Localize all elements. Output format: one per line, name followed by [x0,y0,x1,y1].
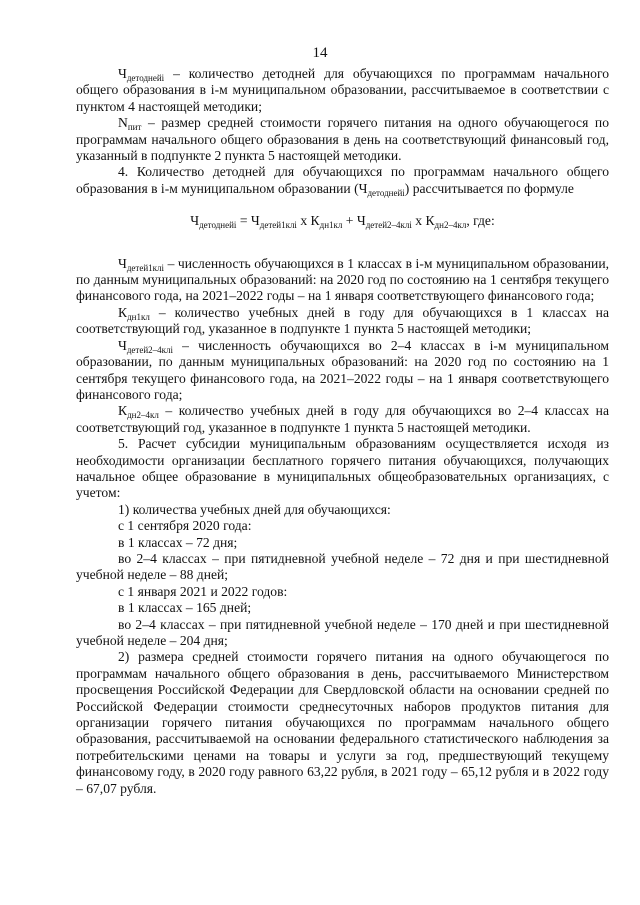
formula-part: x К [411,213,435,229]
formula-part: x К [296,213,320,229]
paragraph-text: 4. Количество детодней для обучающихся по программам начального общего образования в i-м муниципальном образовании ( [76,164,609,196]
formula [76,213,609,229]
formula-subscript: детоднейi [199,220,237,231]
symbol-subscript: дн2–4кл [127,410,159,421]
symbol: Ч [118,337,127,353]
symbol: К [118,304,128,320]
paragraph-text-end: ) рассчитывается по формуле [404,180,574,196]
definition-ch-detey1kl [76,256,609,305]
definition-text: – количество учебных дней в году для обучающихся в 1 классах на соответствующий год, указанное в подпункте 1 пункта 5 настоящей методики; [76,304,609,337]
symbol-subscript: детей2–4клi [126,344,174,355]
definition-text: – размер средней стоимости горячего питания на одного обучающегося по программам начального общего образования в день на соответствующий финансовый год, указанный в подпункте 2 пункта 5 настоящей методики. [76,115,609,164]
list-item-2: 2) размера средней стоимости горячего питания на одного обучающегося по программам начального общего образования в день, рассчитываемого Министерством просвещения Российской Федерации для Свердловской области на основании средней по Российской Федерации стоимости среднесуточных наборов продуктов питания для организации горячего питания обучающихся по программам начального общего образования, рассчитываемой на основании федерального статистического наблюдения за потребительскими ценами на товары и услуги за год, предшествующий текущему финансовому году, в 2020 году равного 63,22 рубля, в 2021 году – 65,12 рубля и в 2022 году – 67,07 рубля. [76,649,609,796]
list-item-1: 1) количества учебных дней для обучающихся: [118,501,391,517]
list-subitem: в 1 классах – 165 дней; [118,600,252,616]
formula-subscript: дн2–4кл [434,220,467,231]
definition-k-dn1kl [76,305,609,338]
formula-part: + Ч [342,213,366,229]
definition-text: – численность обучающихся во 2–4 классах в i-м муниципальном образовании, по данным муниципальных образований: на 2020 год по состоянию на 1 сентября текущего финансового года, на 2021–2022 годы – на 1 января соответствующего финансового года; [76,337,609,402]
list-subitem: с 1 сентября 2020 года: [118,518,252,534]
definition-ch-detodney [76,66,609,115]
section-5-paragraph: 5. Расчет субсидии муниципальным образованиям осуществляется исходя из необходимости организации бесплатного горячего питания обучающихся, получающих начальное общее образование в муниципальных общеобразовательных организациях, с учетом: [76,436,609,501]
section-4-paragraph [76,164,609,197]
list-subitem: во 2–4 классах – при пятидневной учебной неделе – 170 дней и при шестидневной учебной неделе – 204 дня; [76,616,609,648]
symbol-subscript: пит [127,122,142,133]
page-number: 14 [312,45,328,61]
document-body [76,66,609,797]
symbol-subscript: детоднейi [367,187,405,198]
formula-part: Ч [190,213,200,229]
list-subitem: в 1 классах – 72 дня; [118,534,238,550]
definition-k-dn2-4kl [76,403,609,436]
definition-n-pit [76,115,609,164]
formula-subscript: детей2–4клi [365,220,412,231]
symbol-subscript: детоднейi [126,73,165,83]
symbol: Ч [118,255,127,271]
symbol-subscript: детей1клi [126,262,165,273]
formula-subscript: дн1кл [319,220,343,231]
formula-subscript: детей1клi [259,220,297,231]
formula-part: , где: [466,213,495,229]
symbol: Ч [358,180,368,196]
symbol: N [118,115,128,131]
symbol: К [118,403,128,419]
definition-text: – численность обучающихся в 1 классах в i-м муниципальном образовании, по данным муниципальных образований: на 2020 год по состоянию на 1 сентября текущего финансового года, на 2021–2022 годы – на 1 января соответствующего финансового года; [76,255,609,304]
list-subitem: с 1 января 2021 и 2022 годов: [118,583,288,599]
symbol: Ч [118,66,127,81]
definition-ch-detey2-4kl [76,338,609,404]
definition-text: – количество детодней для обучающихся по программам начального общего образования в i-м муниципальном образовании, рассчитываемое в соответствии с пунктом 4 настоящей методики; [76,66,609,114]
list-subitem: во 2–4 классах – при пятидневной учебной неделе – 72 дня и при шестидневной учебной неделе – 88 дней; [76,550,609,583]
definition-text: – количество учебных дней в году для обучающихся во 2–4 классах на соответствующий год, указанное в подпункте 1 пункта 5 настоящей методики. [76,403,609,435]
formula-part: = Ч [236,213,260,229]
symbol-subscript: дн1кл [127,311,150,322]
